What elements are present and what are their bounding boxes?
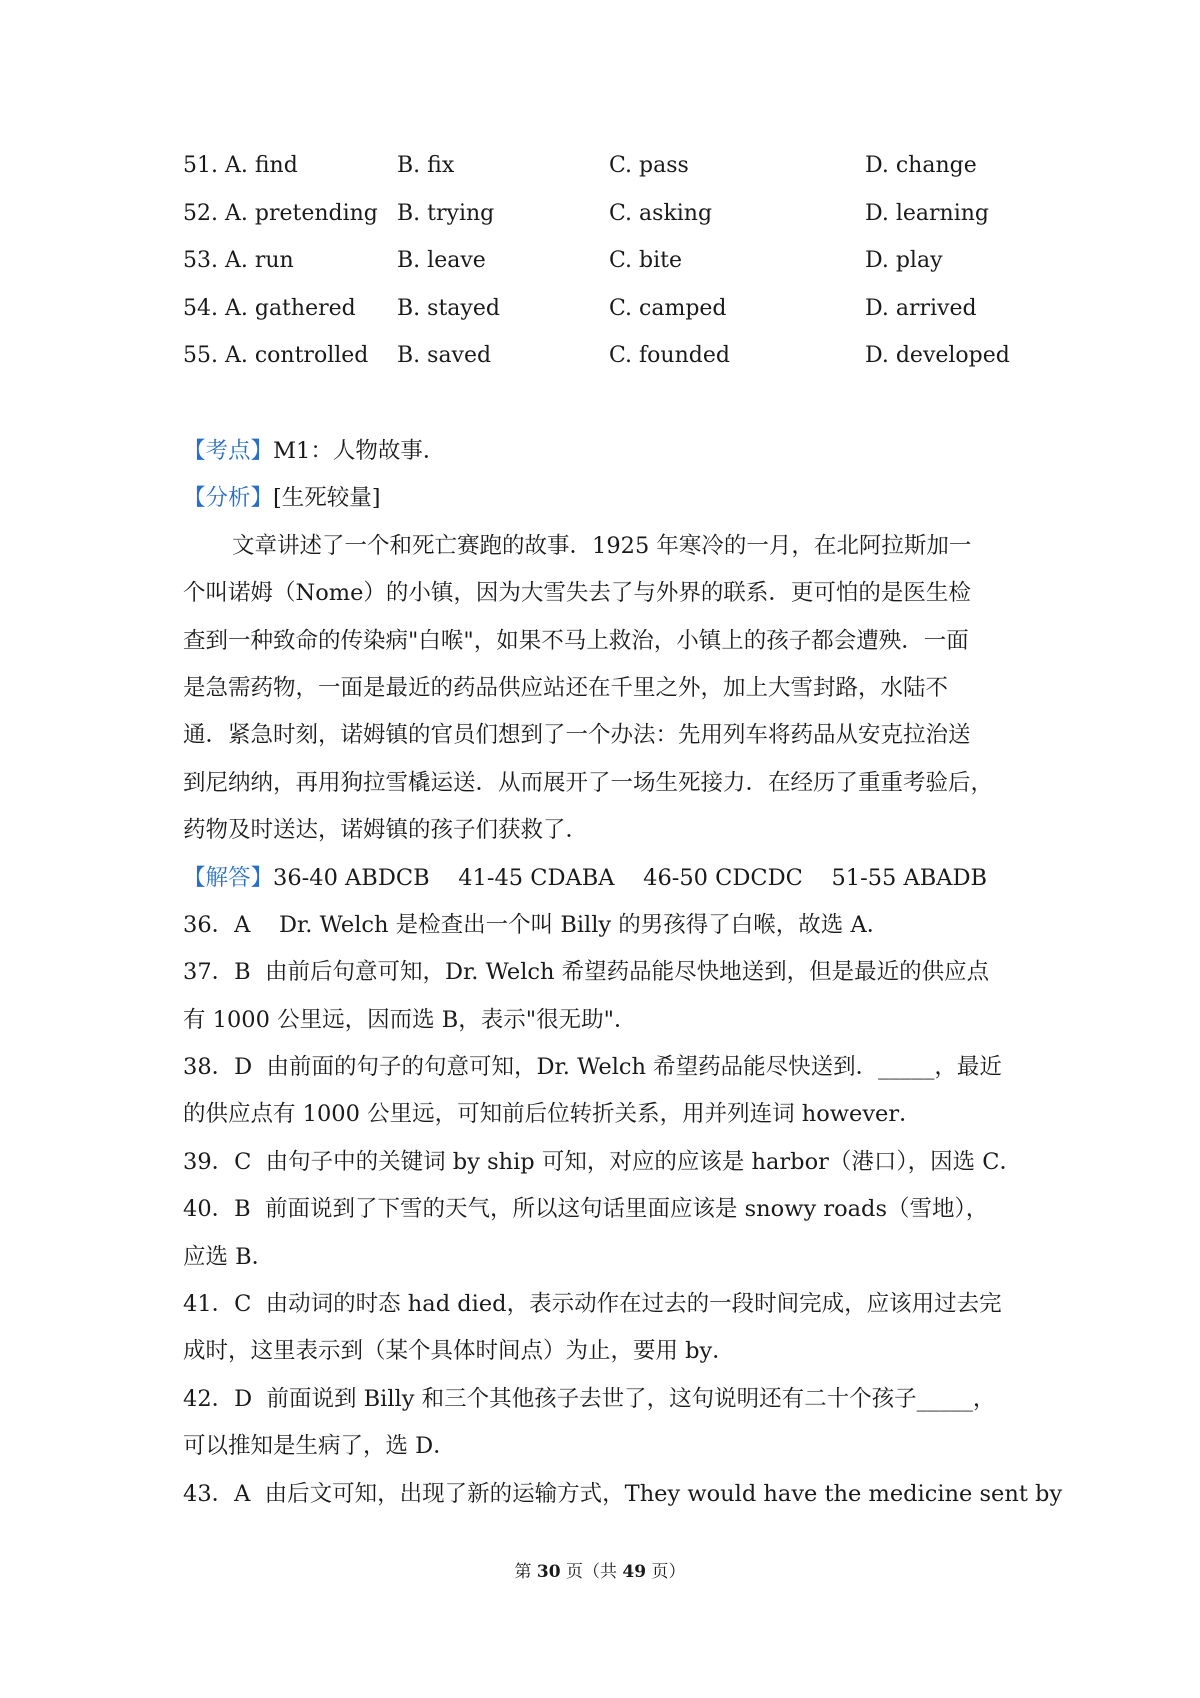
- option-d: D. change: [865, 153, 977, 178]
- option-b: B. stayed: [397, 295, 500, 321]
- fenxi-line: [183, 483, 1025, 530]
- fenxi-text: [生死较量]: [273, 485, 381, 512]
- analysis-line: 是急需药物，一面是最近的药品供应站还在千里之外，加上大雪封路，水陆不: [183, 674, 949, 701]
- option-d: D. play: [865, 248, 943, 273]
- jieda-text: 36-40 ABDCB 41-45 CDABA 46-50 CDCDC 51-55 ABADB: [273, 864, 988, 891]
- option-d: D. developed: [865, 343, 1010, 368]
- analysis-line: 文章讲述了一个和死亡赛跑的故事．1925 年寒冷的一月，在北阿拉斯加一: [232, 532, 972, 559]
- footer-middle: 页（共: [560, 1562, 623, 1582]
- answer-line: 成时，这里表示到（某个具体时间点）为止，要用 by．: [183, 1338, 735, 1365]
- option-c: C. founded: [609, 343, 730, 368]
- option-row-52: [183, 199, 1043, 247]
- option-row-54: [183, 294, 1043, 342]
- option-a: 51. A. find: [183, 153, 298, 178]
- answer-line: 36．A Dr. Welch 是检查出一个叫 Billy 的男孩得了白喉，故选 A．: [183, 911, 890, 938]
- page-footer: [0, 1561, 1200, 1583]
- option-c: C. bite: [609, 248, 683, 273]
- answer-line: 39．C 由句子中的关键词 by ship 可知，对应的应该是 harbor（港口），因选 C．: [183, 1148, 1022, 1175]
- option-c: C. asking: [609, 200, 713, 226]
- answer-line: 有 1000 公里远，因而选 B，表示"很无助"．: [183, 1006, 637, 1033]
- answer-options: [183, 151, 1043, 389]
- option-c: C. camped: [609, 295, 727, 321]
- answer-line: 40．B 前面说到了下雪的天气，所以这句话里面应该是 snowy roads（雪地），: [183, 1196, 989, 1223]
- option-b: B. saved: [397, 343, 492, 368]
- answer-line: 37．B 由前后句意可知，Dr. Welch 希望药品能尽快地送到，但是最近的供应点: [183, 959, 990, 986]
- answer-line: 42．D 前面说到 Billy 和三个其他孩子去世了，这句说明还有二十个孩子_____，: [183, 1385, 996, 1412]
- jieda-tag: 【解答】: [183, 864, 274, 891]
- footer-prefix: 第: [514, 1562, 537, 1582]
- option-c: C. pass: [609, 153, 689, 178]
- answer-line: 应选 B．: [183, 1243, 275, 1270]
- explanation-body: [183, 436, 1063, 1526]
- analysis-line: 到尼纳纳，再用狗拉雪橇运送．从而展开了一场生死接力．在经历了重重考验后，: [183, 769, 994, 796]
- option-row-53: [183, 246, 1043, 294]
- jieda-line: [183, 863, 1025, 910]
- option-d: D. learning: [865, 200, 989, 226]
- option-a: 52. A. pretending: [183, 200, 378, 226]
- option-a: 53. A. run: [183, 248, 294, 273]
- option-b: B. fix: [397, 153, 455, 178]
- option-b: B. trying: [397, 200, 495, 226]
- total-page-number: 49: [622, 1562, 647, 1582]
- kaodian-tag: 【考点】: [183, 438, 274, 464]
- option-a: 54. A. gathered: [183, 295, 356, 321]
- answer-line: 的供应点有 1000 公里远，可知前后位转折关系，用并列连词 however．: [183, 1101, 922, 1128]
- fenxi-tag: 【分析】: [183, 485, 274, 512]
- footer-suffix: 页）: [646, 1562, 686, 1582]
- kaodian-text: M1：人物故事．: [273, 438, 446, 464]
- answer-line: 41．C 由动词的时态 had died，表示动作在过去的一段时间完成，应该用过去完: [183, 1291, 1002, 1318]
- option-row-51: [183, 151, 1043, 199]
- option-d: D. arrived: [865, 295, 977, 321]
- option-a: 55. A. controlled: [183, 343, 369, 368]
- answer-line: 38．D 由前面的句子的句意可知，Dr. Welch 希望药品能尽快送到．_____，最近: [183, 1054, 1002, 1081]
- option-b: B. leave: [397, 248, 486, 273]
- analysis-line: 通．紧急时刻，诺姆镇的官员们想到了一个办法：先用列车将药品从安克拉治送: [183, 722, 971, 749]
- analysis-line: 查到一种致命的传染病"白喉"，如果不马上救治，小镇上的孩子都会遭殃．一面: [183, 627, 969, 654]
- answer-line: 可以推知是生病了，选 D．: [183, 1433, 456, 1460]
- analysis-line: 药物及时送达，诺姆镇的孩子们获救了．: [183, 817, 589, 844]
- answer-line: 43．A 由后文可知，出现了新的运输方式，They would have the medicine sent by: [183, 1480, 1063, 1507]
- analysis-line: 个叫诺姆（Nome）的小镇，因为大雪失去了与外界的联系．更可怕的是医生检: [183, 580, 971, 607]
- option-row-55: [183, 341, 1043, 389]
- current-page-number: 30: [536, 1562, 561, 1582]
- kaodian-line: [183, 436, 1025, 483]
